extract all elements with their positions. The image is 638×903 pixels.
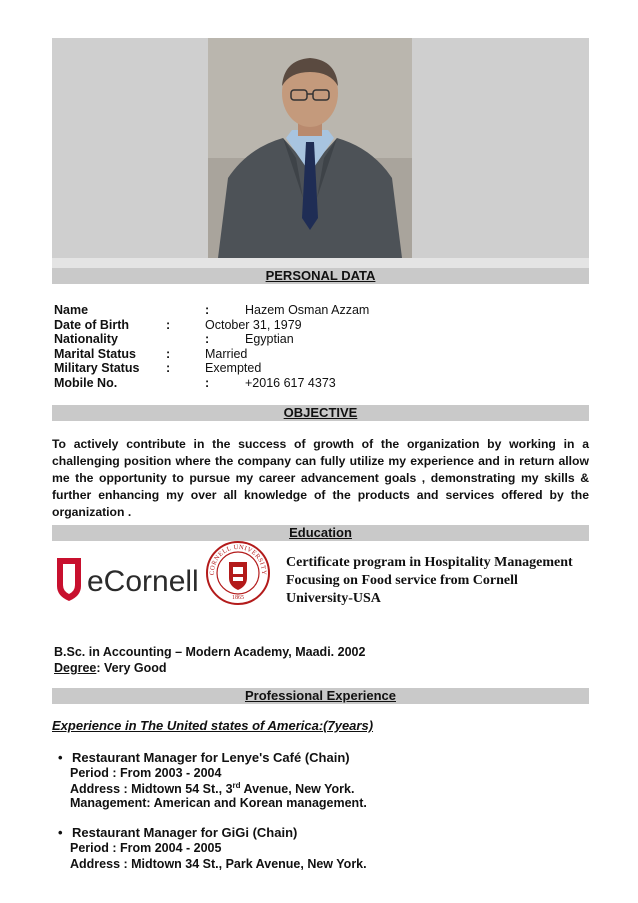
military-label: Military Status: [54, 361, 140, 375]
seal-year: 1865: [232, 595, 244, 601]
objective-text: To actively contribute in the success of growth of the organization by working in a challenging position where the company can fully utilize my experience and in return allow me the opportunity to pursue my career advancement goals , demonstrating my skills & further enhancing my over all knowledge of the products and services offered by the organization .: [52, 437, 589, 519]
ecornell-logo-text: eCornell: [87, 565, 199, 598]
name-colon: :: [205, 303, 210, 317]
job-title-text: Restaurant Manager for GiGi (Chain): [72, 825, 298, 840]
education-header: [52, 525, 589, 541]
job-address-sup: rd: [232, 781, 241, 790]
bsc-line: B.Sc. in Accounting – Modern Academy, Maadi. 2002: [54, 645, 366, 659]
mobile-label: Mobile No.: [54, 376, 118, 390]
education-title: Education: [289, 525, 352, 540]
dob-label: Date of Birth: [54, 318, 129, 332]
experience-header: [52, 688, 589, 704]
certificate-text: Certificate program in Hospitality Management Focusing on Food service from Cornell University-USA: [286, 555, 573, 606]
degree-line: [54, 661, 167, 675]
job-management: Management: American and Korean management.: [70, 796, 367, 810]
job-address-pre: Address : Midtown 54 St., 3: [70, 782, 233, 797]
experience-title: Professional Experience: [244, 688, 396, 703]
mobile-value: +2016 617 4373: [245, 376, 336, 390]
dob-value: October 31, 1979: [205, 318, 302, 332]
military-value: Exempted: [205, 361, 262, 375]
job-address: Address : Midtown 34 St., Park Avenue, New York.: [70, 857, 367, 871]
seal-text: CORNELL UNIVERSITY: [208, 543, 268, 576]
job-period: Period : From 2003 - 2004: [70, 766, 222, 780]
degree-label: Degree: [54, 661, 97, 675]
mobile-colon: :: [205, 376, 210, 390]
military-colon: :: [166, 361, 171, 375]
job-title-gigi: [58, 825, 298, 840]
personal-data-title: PERSONAL DATA: [265, 268, 376, 283]
marital-value: Married: [205, 347, 248, 361]
job-address-post: Avenue, New York.: [240, 782, 355, 797]
photo-caption-band: [52, 258, 589, 268]
nationality-label: Nationality: [54, 332, 118, 346]
bullet-icon: •: [58, 825, 63, 840]
job-title-lenyes: [58, 750, 350, 765]
degree-value: : Very Good: [96, 661, 167, 675]
objective-title: OBJECTIVE: [283, 405, 358, 420]
job-period: Period : From 2004 - 2005: [70, 841, 222, 855]
nationality-value: Egyptian: [245, 332, 294, 346]
cornell-seal-icon: [205, 540, 271, 606]
bullet-icon: •: [58, 750, 63, 765]
marital-label: Marital Status: [54, 347, 136, 361]
job-address: [70, 781, 354, 796]
name-value: Hazem Osman Azzam: [245, 303, 370, 317]
name-label: Name: [54, 303, 89, 317]
experience-usa-heading: Experience in The United states of America:(7years): [52, 718, 374, 733]
marital-colon: :: [166, 347, 171, 361]
ecornell-logo: [55, 556, 205, 602]
dob-colon: :: [166, 318, 171, 332]
profile-photo: [208, 38, 412, 258]
objective-header: [52, 405, 589, 421]
nationality-colon: :: [205, 332, 210, 346]
job-title-text: Restaurant Manager for Lenye's Café (Chain): [72, 750, 350, 765]
personal-data-header: [52, 268, 589, 284]
